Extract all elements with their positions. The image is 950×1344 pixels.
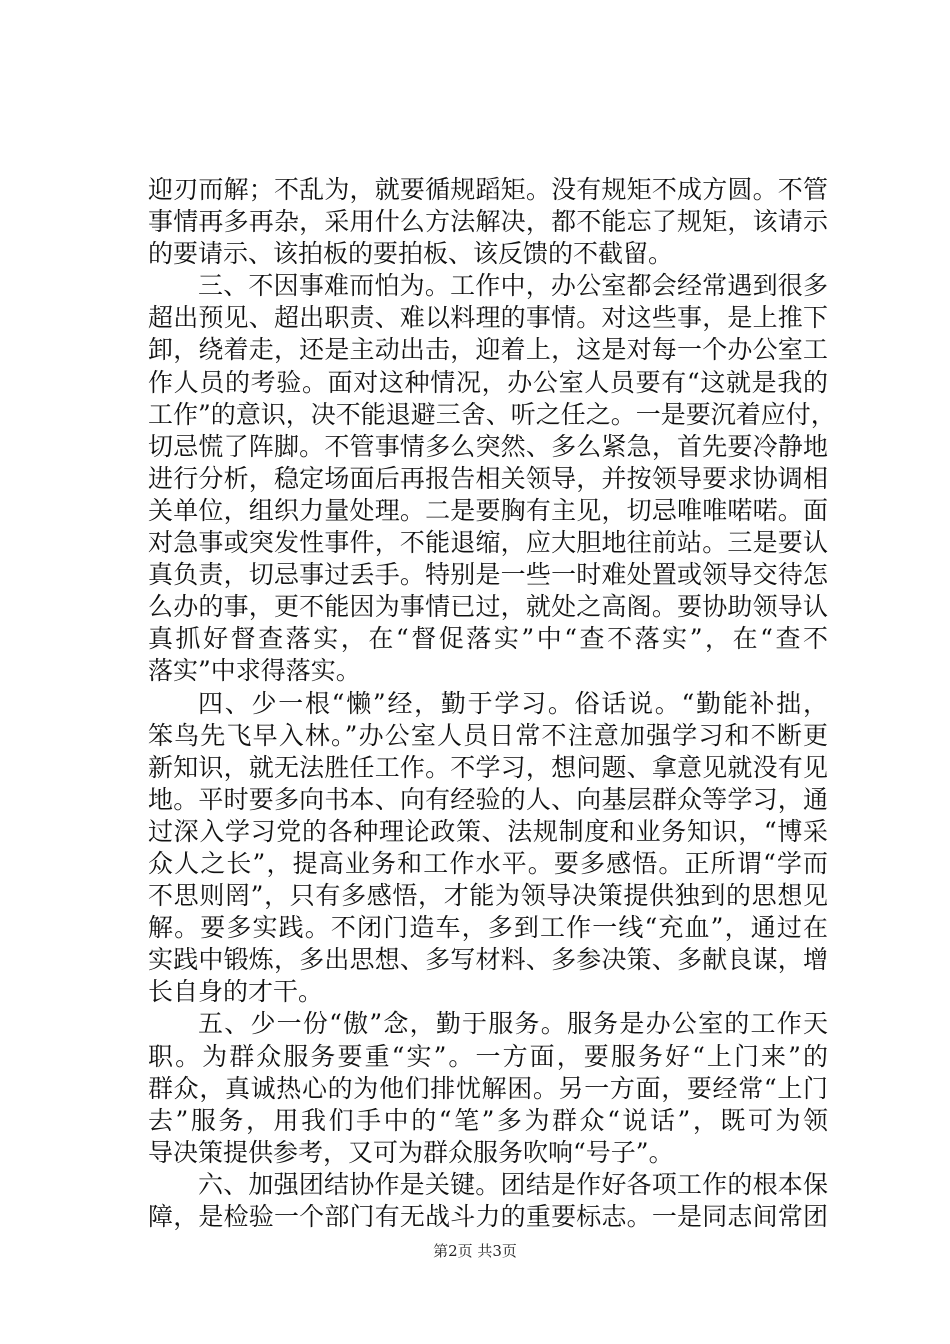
text-line: 六、加强团结协作是关键。团结是作好各项工作的根本保	[198, 1169, 828, 1199]
document-body	[148, 174, 836, 1233]
text-line: 关单位，组织力量处理。二是要胸有主见，切忌唯唯喏喏。面	[148, 495, 828, 525]
text-line: 过深入学习党的各种理论政策、法规制度和业务知识，“博采	[148, 816, 828, 846]
text-line: 工作”的意识，决不能退避三舍、听之任之。一是要沉着应付，	[148, 399, 836, 429]
text-line: 笨鸟先飞早入林。”办公室人员日常不注意加强学习和不断更	[148, 720, 828, 750]
text-line: 长自身的才干。	[148, 977, 324, 1007]
page-footer: 第2页 共3页	[433, 1242, 517, 1260]
text-line: 事情再多再杂，采用什么方法解决，都不能忘了规矩，该请示	[148, 207, 828, 237]
text-line: 群众，真诚热心的为他们排忧解困。另一方面，要经常“上门	[148, 1073, 828, 1103]
text-line: 对急事或突发性事件，不能退缩，应大胆地往前站。三是要认	[148, 528, 828, 558]
text-line: 真抓好督查落实，在“督促落实”中“查不落实”，在“查不	[148, 624, 828, 654]
text-line: 导决策提供参考，又可为群众服务吹响“号子”。	[148, 1137, 674, 1167]
text-line: 障，是检验一个部门有无战斗力的重要标志。一是同志间常团	[148, 1202, 828, 1231]
text-line: 切忌慌了阵脚。不管事情多么突然、多么紧急，首先要冷静地	[148, 431, 828, 461]
text-line: 五、少一份“傲”念，勤于服务。服务是办公室的工作天	[198, 1009, 828, 1039]
text-line: 不思则罔”，只有多感悟，才能为领导决策提供独到的思想见	[148, 881, 828, 911]
text-line: 迎刃而解；不乱为，就要循规蹈矩。没有规矩不成方圆。不管	[148, 175, 828, 204]
text-line: 地。平时要多向书本、向有经验的人、向基层群众等学习，通	[148, 784, 828, 814]
text-line: 众人之长”，提高业务和工作水平。要多感悟。正所谓“学而	[148, 848, 828, 878]
text-line: 超出预见、超出职责、难以料理的事情。对这些事，是上推下	[148, 303, 828, 333]
text-line: 么办的事，更不能因为事情已过，就处之高阁。要协助领导认	[148, 592, 828, 622]
text-line: 进行分析，稳定场面后再报告相关领导，并按领导要求协调相	[148, 463, 828, 493]
text-line: 去”服务，用我们手中的“笔”多为群众“说话”，既可为领	[148, 1105, 828, 1135]
text-line: 作人员的考验。面对这种情况，办公室人员要有“这就是我的	[148, 367, 828, 397]
text-line: 职。为群众服务要重“实”。一方面，要服务好“上门来”的	[148, 1041, 828, 1071]
text-line: 三、不因事难而怕为。工作中，办公室都会经常遇到很多	[198, 271, 828, 301]
text-line: 真负责，切忌事过丢手。特别是一些一时难处置或领导交待怎	[148, 560, 828, 590]
text-line: 实践中锻炼，多出思想、多写材料、多参决策、多献良谋，增	[148, 945, 828, 975]
text-line: 的要请示、该拍板的要拍板、该反馈的不截留。	[148, 239, 674, 269]
text-line: 解。要多实践。不闭门造车，多到工作一线“充血”，通过在	[148, 913, 828, 943]
text-line: 落实”中求得落实。	[148, 656, 361, 686]
text-line: 四、少一根“懒”经，勤于学习。俗话说。“勤能补拙，	[198, 688, 828, 718]
text-line: 卸，绕着走，还是主动出击，迎着上，这是对每一个办公室工	[148, 335, 828, 365]
text-line: 新知识，就无法胜任工作。不学习，想问题、拿意见就没有见	[148, 752, 828, 782]
